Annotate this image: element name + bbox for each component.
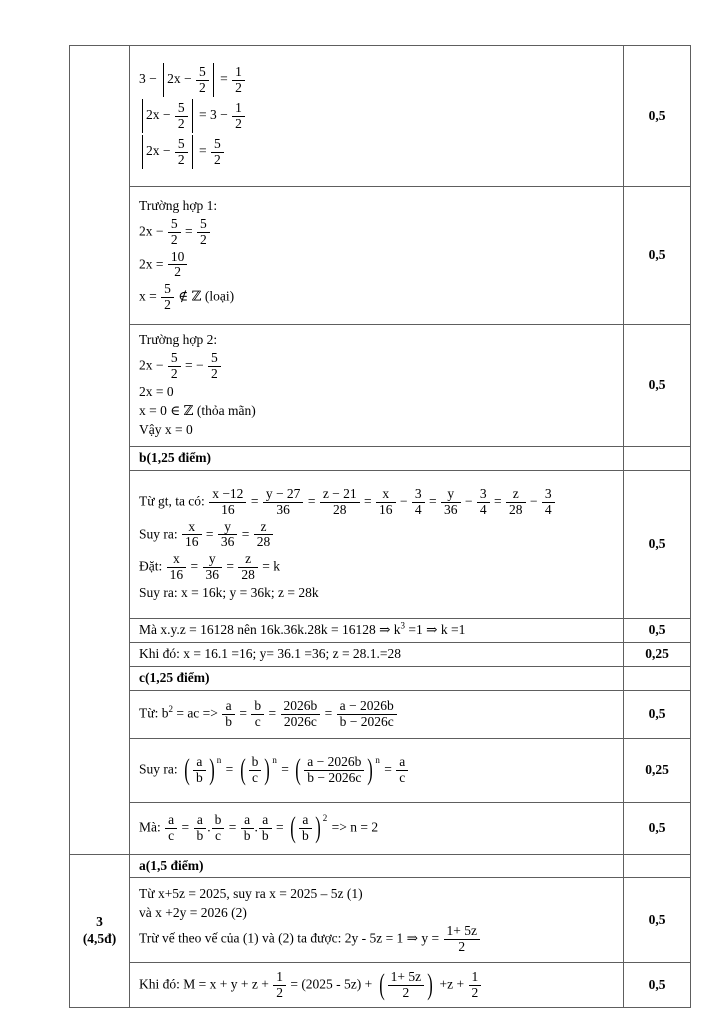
- solution-line: Mà: $\frac{a}{c}$ = $\frac{a}{b}$ . $\frac{b}{c}$ = $\frac{a}{b}$ . $\frac{a}{b}$ = ( $\frac{a}{b}$ ) 2 => n = 2: [139, 811, 379, 844]
- fraction: [304, 755, 364, 786]
- solution-proportion: [130, 470, 624, 618]
- fraction-denominator: c: [249, 770, 262, 786]
- solution-line: c(1,25 điểm): [139, 669, 210, 685]
- table-row: [70, 325, 691, 447]
- fraction-denominator: 2: [388, 985, 424, 1001]
- absolute-value-bar: [142, 99, 143, 133]
- fraction: [542, 487, 555, 518]
- solution-line: 2x − $\frac{5}{2}$ = 3 − $\frac{1}{2}$: [139, 99, 614, 133]
- fraction-numerator: y − 27: [265, 485, 301, 501]
- points-cell: 0,5: [624, 878, 691, 963]
- left-paren: (: [290, 811, 296, 844]
- fraction-numerator: a: [196, 811, 203, 827]
- right-paren: ): [209, 753, 215, 786]
- fraction-denominator: 2: [444, 939, 480, 955]
- fraction-numerator: 1+ 5z: [390, 969, 422, 985]
- fraction-numerator: a: [302, 811, 309, 827]
- fraction: [212, 813, 225, 844]
- paren-content: [298, 813, 313, 844]
- solution-line: Mà x.y.z = 16128 nên 16k.36k.28k = 16128 ⇒ $k^3 =1$ ⇒ k =1: [139, 620, 466, 637]
- fraction-denominator: b: [241, 828, 254, 844]
- solution-line: x = 0 ∈ ℤ (thỏa mãn): [139, 402, 256, 418]
- fraction: [444, 924, 480, 955]
- fraction-numerator: x: [173, 551, 180, 567]
- fraction: [175, 101, 188, 132]
- fraction: [238, 552, 258, 583]
- fraction-numerator: a: [399, 753, 406, 769]
- fraction: [412, 487, 425, 518]
- points-cell: 0,5: [624, 46, 691, 187]
- fraction-denominator: 28: [254, 534, 274, 550]
- paren-content: [303, 755, 365, 786]
- table-row: [70, 878, 691, 963]
- table-row: [70, 738, 691, 802]
- right-paren: ): [264, 753, 271, 786]
- fraction-denominator: 28: [506, 502, 526, 518]
- fraction-numerator: x: [188, 518, 196, 534]
- fraction-numerator: 3: [544, 485, 552, 501]
- solution-line: 2x − $\frac{5}{2}$ = − $\frac{5}{2}$: [139, 351, 614, 382]
- solution-line: 2x = 0: [139, 383, 174, 399]
- fraction-numerator: 3: [479, 485, 487, 501]
- points-cell: 0,25: [624, 642, 691, 666]
- table-row: [70, 854, 691, 878]
- question-number-cell: 3 (4,5đ): [70, 854, 130, 1008]
- solution-line: a(1,5 điểm): [139, 857, 204, 873]
- solution-line: Trừ vế theo vế của (1) và (2) ta được: 2y - 5z = 1 ⇒ y = $\frac{1+ 5z}{2}$: [139, 924, 614, 955]
- part-a-header: [130, 854, 624, 878]
- fraction-denominator: 2: [175, 152, 188, 168]
- table-row: [70, 690, 691, 738]
- exponent: 2: [168, 703, 173, 714]
- fraction-denominator: 16: [182, 534, 202, 550]
- fraction: [182, 520, 202, 551]
- table-row: [70, 447, 691, 471]
- points-cell: 0,5: [624, 690, 691, 738]
- fraction-denominator: 28: [320, 502, 360, 518]
- solution-b2-ac: [130, 690, 624, 738]
- fraction: [218, 520, 238, 551]
- fraction-denominator: 36: [218, 534, 238, 550]
- fraction: [396, 755, 408, 786]
- fraction-denominator: b: [299, 828, 312, 844]
- fraction-denominator: b: [259, 828, 272, 844]
- fraction-numerator: 5: [199, 63, 206, 79]
- solution-line: b(1,25 điểm): [139, 450, 211, 465]
- fraction-denominator: c: [396, 770, 408, 786]
- exponent: n: [375, 754, 380, 765]
- fraction: [259, 813, 272, 844]
- points-cell: 0,5: [624, 470, 691, 618]
- fraction-numerator: a: [196, 753, 203, 769]
- absolute-value-bar: [142, 135, 143, 169]
- fraction: [388, 970, 424, 1001]
- fraction-numerator: y: [224, 518, 231, 534]
- fraction: [441, 487, 461, 518]
- fraction-numerator: 3: [414, 485, 422, 501]
- fraction-numerator: 1: [276, 969, 283, 985]
- solution-case-2: [130, 325, 624, 447]
- fraction-denominator: 2: [232, 116, 245, 132]
- fraction-numerator: x: [382, 485, 390, 501]
- fraction: [168, 250, 188, 281]
- fraction-denominator: 4: [542, 502, 555, 518]
- fraction-denominator: b: [194, 828, 207, 844]
- fraction-denominator: 16: [209, 502, 246, 518]
- fraction: [232, 65, 245, 96]
- fraction: [168, 351, 181, 382]
- solution-abs-equations: [130, 46, 624, 187]
- paren-content: [248, 755, 263, 786]
- solution-line: và x +2y = 2026 (2): [139, 905, 247, 921]
- solution-line: Suy ra: $\frac{x}{16}$ = $\frac{y}{36}$ = $\frac{z}{28}$: [139, 520, 614, 551]
- fraction: [273, 970, 286, 1001]
- fraction-denominator: 2: [175, 116, 188, 132]
- fraction-numerator: 5: [177, 99, 185, 115]
- fraction-denominator: 2: [168, 366, 181, 382]
- fraction-denominator: c: [165, 828, 177, 844]
- fraction-denominator: 2026c: [281, 714, 321, 730]
- fraction: [263, 487, 304, 518]
- fraction-denominator: 2: [469, 985, 482, 1001]
- exponent: 2: [322, 812, 328, 823]
- absolute-value-bar: [192, 99, 193, 133]
- solution-line: Khi đó: x = 16.1 =16; y= 36.1 =36; z = 28.1.=28: [139, 645, 402, 661]
- fraction-numerator: a: [168, 811, 175, 827]
- fraction-denominator: b: [222, 714, 235, 730]
- points-cell: 0,5: [624, 618, 691, 642]
- fraction-denominator: 2: [196, 80, 209, 96]
- fraction: [168, 217, 181, 248]
- fraction-numerator: a − 2026b: [339, 697, 394, 713]
- fraction-numerator: b: [254, 697, 262, 713]
- absolute-value-bar: [163, 63, 164, 97]
- fraction: [197, 217, 210, 248]
- solution-xyz-product: [130, 618, 624, 642]
- fraction-numerator: 1: [235, 63, 242, 79]
- fraction: [167, 552, 187, 583]
- fraction-denominator: 16: [376, 502, 396, 518]
- solution-line: Suy ra: x = 16k; y = 36k; z = 28k: [139, 584, 319, 600]
- solution-line: Trường hợp 1:: [139, 198, 218, 214]
- fraction: [165, 813, 177, 844]
- fraction-denominator: 36: [203, 567, 223, 583]
- fraction-denominator: 2: [211, 152, 224, 168]
- table-row: [70, 963, 691, 1008]
- fraction-numerator: a: [262, 811, 269, 827]
- fraction-denominator: b: [193, 770, 206, 786]
- fraction-numerator: 5: [170, 215, 178, 231]
- fraction-numerator: 1+ 5z: [446, 922, 477, 938]
- fraction-numerator: b: [214, 811, 222, 827]
- part-c-header: [130, 666, 624, 690]
- fraction-numerator: 5: [170, 350, 178, 366]
- scoring-rubric-table: [69, 45, 691, 1008]
- table-row: [70, 618, 691, 642]
- solution-line: Suy ra: ( $\frac{a}{b}$ ) n = ( $\frac{b}{c}$ ) n = ( $\frac{a - 2026b}{b - 2026c}$ ) n = $\frac{a}{c}$: [139, 755, 614, 786]
- points-cell: [624, 854, 691, 878]
- fraction: [194, 813, 207, 844]
- solution-line: 3 − 2x − $\frac{5}{2}$ = $\frac{1}{2}$: [139, 63, 614, 97]
- fraction: [211, 137, 224, 168]
- fraction-denominator: b − 2026c: [304, 770, 364, 786]
- fraction-numerator: y: [447, 485, 455, 501]
- solution-n-equals-2: [130, 802, 624, 854]
- table-row: [70, 642, 691, 666]
- solution-line: 2x = $\frac{10}{2}$: [139, 250, 614, 281]
- fraction-denominator: b − 2026c: [337, 714, 397, 730]
- fraction-numerator: z: [512, 485, 519, 501]
- fraction-numerator: y: [208, 551, 216, 567]
- fraction: [469, 970, 482, 1001]
- solution-case-1: [130, 187, 624, 325]
- solution-line: Vậy x = 0: [139, 421, 193, 437]
- fraction: [337, 699, 397, 730]
- solution-xyz-values: [130, 642, 624, 666]
- fraction-numerator: 2026b: [283, 697, 318, 713]
- points-cell: 0,5: [624, 963, 691, 1008]
- right-paren: ): [315, 811, 321, 844]
- fraction: [477, 487, 490, 518]
- fraction-denominator: 36: [263, 502, 304, 518]
- points-cell: [624, 447, 691, 471]
- fraction-denominator: 16: [167, 567, 187, 583]
- fraction-numerator: z: [245, 551, 252, 567]
- solution-line: x = $\frac{5}{2}$ ∉ ℤ (loại): [139, 281, 235, 313]
- fraction: [299, 813, 312, 844]
- fraction-numerator: a: [225, 697, 232, 713]
- right-paren: ): [427, 968, 433, 1002]
- points-cell: 0,25: [624, 738, 691, 802]
- paren-group: [238, 755, 277, 786]
- fraction: [281, 699, 321, 730]
- fraction: [320, 487, 360, 518]
- fraction: [161, 282, 174, 313]
- points-cell: 0,5: [624, 802, 691, 854]
- fraction-denominator: 2: [168, 264, 188, 280]
- fraction: [222, 699, 235, 730]
- fraction: [254, 520, 274, 551]
- fraction: [249, 755, 262, 786]
- solution-line: 2x − $\frac{5}{2}$ = $\frac{5}{2}$: [139, 135, 614, 169]
- fraction-numerator: a: [244, 811, 251, 827]
- fraction: [241, 813, 254, 844]
- question-number-cell: [70, 46, 130, 855]
- fraction-numerator: 5: [200, 215, 207, 231]
- fraction-denominator: 4: [477, 502, 490, 518]
- fraction-denominator: 28: [238, 567, 258, 583]
- fraction: [209, 487, 246, 518]
- fraction-numerator: x −12: [212, 485, 244, 501]
- fraction-numerator: 5: [210, 350, 218, 366]
- points-cell: 0,5: [624, 187, 691, 325]
- paren-content: [387, 970, 425, 1001]
- fraction-denominator: 2: [273, 985, 286, 1001]
- solution-line: 2x − $\frac{5}{2}$ = $\frac{5}{2}$: [139, 217, 614, 248]
- table-row: [70, 666, 691, 690]
- exponent: 3: [400, 620, 406, 631]
- left-paren: (: [378, 968, 385, 1002]
- fraction-denominator: c: [212, 828, 225, 844]
- fraction: [232, 101, 245, 132]
- fraction-numerator: z: [260, 518, 267, 534]
- absolute-value-bar: [192, 135, 193, 169]
- solution-line: Từ gt, ta có: $\frac{x -12}{16}$ = $\frac{y - 27}{36}$ = $\frac{z - 21}{28}$ = $\frac{x}{16}$ − $\frac{3}{4}$ = $\frac{y}{36}$ − $\frac{3}{4}$ = $\frac{z}{28}$ − $\frac{3}{4}$: [139, 487, 614, 518]
- fraction-numerator: 1: [471, 969, 479, 985]
- solution-line: Trường hợp 2:: [139, 332, 218, 348]
- fraction-numerator: 5: [177, 135, 185, 151]
- solution-line: Từ: $b^2$ = ac => $\frac{a}{b}$ = $\frac{b}{c}$ = $\frac{2026b}{2026c}$ = $\frac{a - 2026b}{b - 2026c}$: [139, 699, 614, 730]
- solution-line: Khi đó: M = x + y + z + $\frac{1}{2}$ = (2025 - 5z) + ( $\frac{1+ 5z}{2}$ ) +z + $\frac{1}{2}$: [139, 970, 614, 1001]
- table-row: [70, 470, 691, 618]
- fraction: [506, 487, 526, 518]
- fraction: [193, 755, 206, 786]
- fraction-denominator: 2: [168, 232, 181, 248]
- fraction: [196, 65, 209, 96]
- paren-group: [288, 813, 327, 844]
- fraction-denominator: 4: [412, 502, 425, 518]
- points-cell: [624, 666, 691, 690]
- paren-content: [192, 755, 207, 786]
- paren-group: [182, 755, 221, 786]
- fraction: [175, 137, 188, 168]
- fraction: [208, 351, 221, 382]
- table-row: [70, 46, 691, 187]
- paren-group: [293, 755, 380, 786]
- fraction-denominator: 36: [441, 502, 461, 518]
- fraction-numerator: z − 21: [322, 485, 357, 501]
- fraction: [376, 487, 396, 518]
- fraction-numerator: 1: [235, 99, 242, 115]
- fraction: [203, 552, 223, 583]
- part-b-header: [130, 447, 624, 471]
- right-paren: ): [367, 753, 374, 786]
- fraction-denominator: 2: [232, 80, 245, 96]
- paren-group: [377, 970, 435, 1001]
- fraction-denominator: 2: [161, 297, 174, 313]
- table-body: [70, 46, 691, 1008]
- fraction-numerator: 10: [170, 248, 185, 264]
- fraction: [251, 699, 264, 730]
- table-row: [70, 802, 691, 854]
- solution-line: Đặt: $\frac{x}{16}$ = $\frac{y}{36}$ = $\frac{z}{28}$ = k: [139, 551, 280, 583]
- left-paren: (: [295, 753, 301, 786]
- fraction-numerator: 5: [164, 281, 171, 297]
- absolute-value-bar: [213, 63, 214, 97]
- fraction-numerator: b: [251, 753, 259, 769]
- fraction-denominator: 2: [208, 366, 221, 382]
- fraction-denominator: 2: [197, 232, 210, 248]
- exponent: n: [272, 754, 277, 765]
- fraction-numerator: a − 2026b: [307, 753, 362, 769]
- table-row: [70, 187, 691, 325]
- solution-M-expression: [130, 963, 624, 1008]
- solution-system: [130, 878, 624, 963]
- solution-power-n: [130, 738, 624, 802]
- fraction-denominator: c: [251, 714, 264, 730]
- left-paren: (: [239, 753, 246, 786]
- points-cell: 0,5: [624, 325, 691, 447]
- left-paren: (: [184, 753, 190, 786]
- solution-line: Từ x+5z = 2025, suy ra x = 2025 – 5z (1): [139, 886, 363, 902]
- exponent: n: [216, 754, 222, 765]
- fraction-numerator: 5: [214, 135, 221, 151]
